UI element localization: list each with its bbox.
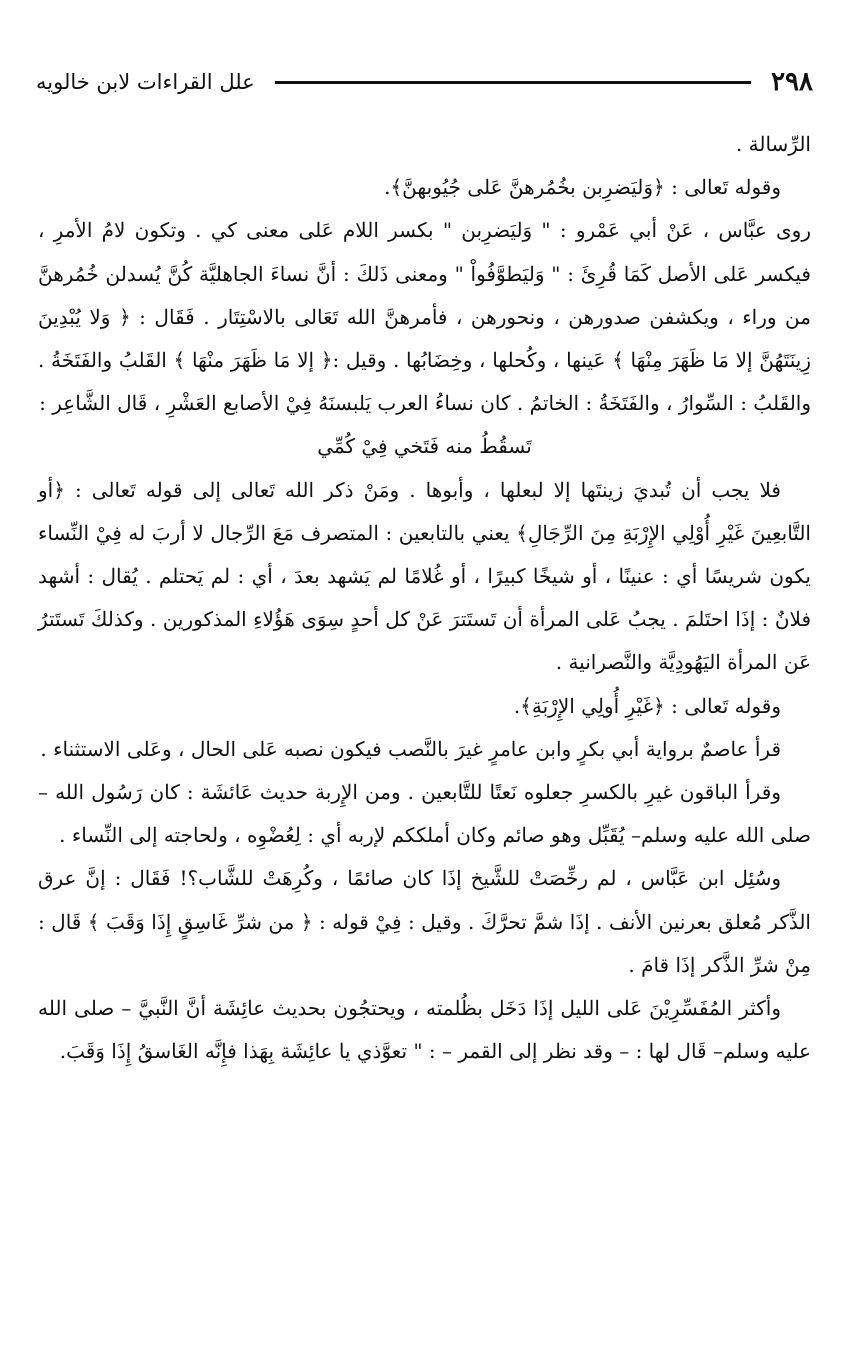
main-text	[38, 123, 811, 1073]
paragraph: وسُئِل ابن عَبَّاس ، لم رخِّصَتْ للشَّيخ إذَا كان صائمًا ، وكُرِهَتْ للشَّاب؟! فَقَال : إنَّ عرق الذَّكر مُعلق بعرنين الأنف . إذَا شمَّ تحرَّكَ . وقيل : فِيْ قوله : ﴿ من شرِّ غَاسِقٍ إِذَا وَقَبَ ﴾ قَال : مِنْ شرِّ الذَّكر إذَا قامَ .	[38, 866, 811, 977]
paragraph: وقوله تَعالى : ﴿وَليَضرِبن بخُمُرهنَّ عَلى جُيُوبهنَّ﴾.	[384, 175, 781, 200]
page-number: ٢٩٨	[771, 67, 813, 97]
paragraph: روى عبَّاس ، عَنْ أبي عَمْرو : " وَليَضرِبن " بكسر اللام عَلى معنى كي . وتكون لامُ الأمرِ ، فيكسر عَلى الأصل كَمَا قُرِئَ : " وَليَطوَّفُواْ " ومعنى ذَلكَ : أنَّ نساءَ الجاهليَّة كُنَّ يُسدلن خُمُرهنَّ من وراء ، ويكشفن صدورهن ، ونحورهن ، فأمرهنَّ الله تَعَالى بالاسْتِتَار . فَقَال : ﴿ وَلا يُبْدِينَ زِينَتَهُنَّ إلا مَا ظَهَرَ مِنْهَا ﴾ عَينها ، وكُحلها ، وخِضَابُها . وقيل :﴿ إلا مَا ظَهَرَ منْهَا ﴾ القَلبُ والفَتَخَةُ . والقَلبُ : السِّوارُ ، والفَتَخَةُ : الخاتمُ . كان نساءُ العرب يَلبسنَهُ فِيْ الأصابع العَشْرِ ، قَال الشَّاعِر :	[38, 218, 811, 416]
paragraph: وقرأ الباقون غيرِ بالكسرِ جعلوه نَعتًا للتَّابعين . ومن الإِربة حديث عَائشَة : كان رَسُول الله –صلى الله عليه وسلم– يُقَبِّل وهو صائم وكان أملككم لإربه أي : لِعُضْوِه ، ولحاجته إلى النِّساء .	[38, 780, 811, 848]
paragraph: فلا يجب أن تُبديَ زينتَها إلا لبعلها ، وأبوها . ومَنْ ذكر الله تَعالى إلى قوله تَعالى : ﴿أو التَّابعِينَ غَيْرِ أُوْلِي الإِرْبَةِ مِنَ الرِّجَالِ﴾ يعني بالتابعين : المتصرف مَعَ الرِّجال لا أربَ له فِيْ النِّساء يكون شريسًا أي : عنينًا ، أو شيخًا كبيرًا ، أو غُلامًا لم يَشهد بعدَ ، أي : لم يَحتلم . يُقال : أشهد فلانٌ : إذَا احتَلمَ . يجبُ عَلى المرأة أن تَستَترَ عَنْ كل أحدٍ سِوَى هَؤُلاءِ المذكورين . وكذلكَ تَستَترُ عَن المرأة اليَهُودِيَّة والنَّصرانية .	[38, 477, 811, 675]
paragraph: الرِّسالة .	[735, 132, 811, 156]
paragraph: قرأ عاصمٌ برواية أبي بكرٍ وابن عامرٍ غيرَ بالنَّصب فيكون نصبه عَلى الحال ، وعَلى الاستثناء .	[40, 736, 781, 761]
poetry-verse: تَسقُطُ منه فَتَخي فِيْ كُمِّي	[317, 434, 532, 459]
running-title: علل القراءات لابن خالويه	[36, 70, 255, 94]
paragraph: وقوله تَعالى : ﴿غَيْرِ أُولِي الإِرْبَةِ﴾.	[513, 693, 781, 718]
paragraph: وأكثر المُفَسِّرِيْنَ عَلى الليل إذَا دَخَل بظُلمته ، ويحتجُون بحديث عائِشَة أنَّ النَّبيَّ – صلى الله عليه وسلم– قَال لها : – وقد نظر إلى القمر – : " تعوَّذي يا عائِشَة بِهَذا فإِنَّه الغَاسقُ إِذَا وَقَبَ.	[38, 996, 811, 1064]
page-header	[36, 62, 813, 102]
header-rule	[275, 81, 751, 84]
